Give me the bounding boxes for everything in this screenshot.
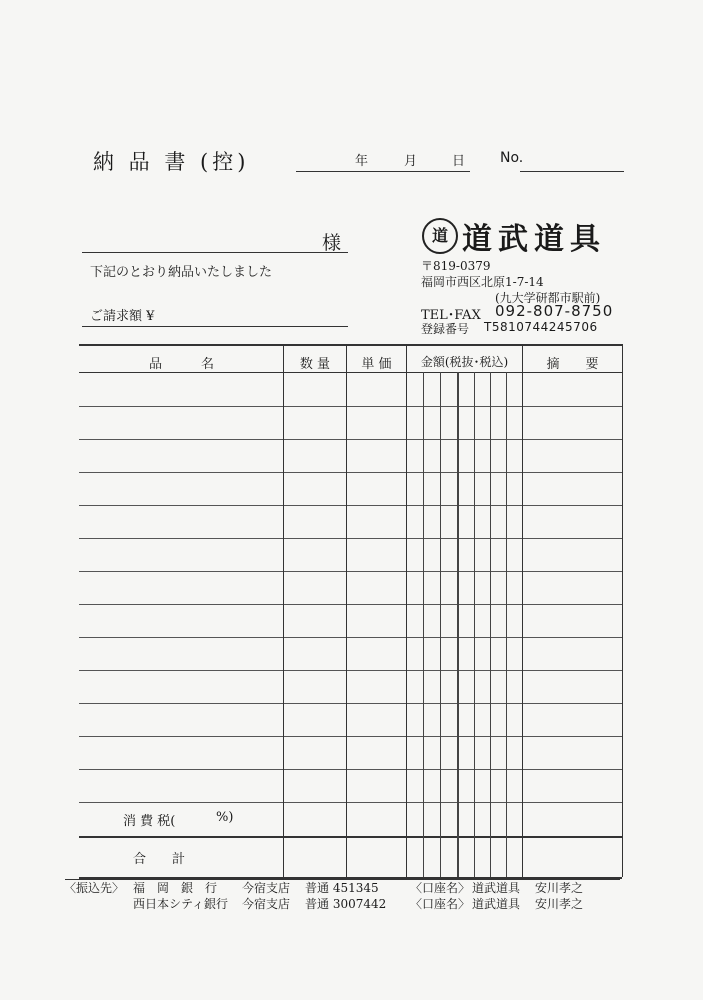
account-holder-label: 〈口座名〉 xyxy=(410,881,471,895)
month-label: 月 xyxy=(404,154,418,169)
table-top-border xyxy=(79,344,622,346)
table-row-line xyxy=(79,637,622,638)
delivery-statement: 下記のとおり納品いたしました xyxy=(90,265,273,280)
billing-amount-label: ご請求額 ¥ xyxy=(90,309,155,324)
amount-digit-divider xyxy=(440,372,441,877)
table-right-border xyxy=(622,344,623,877)
tax-label: 消 費 税( xyxy=(123,814,176,829)
column-divider xyxy=(406,344,407,877)
header-quantity: 数 量 xyxy=(299,357,331,372)
bank-account: 普通 3007442 xyxy=(305,897,387,911)
header-remarks: 摘 要 xyxy=(546,357,599,372)
bank-name: 福 岡 銀 行 xyxy=(133,881,218,895)
amount-digit-divider xyxy=(423,372,424,877)
company-postal-code: 〒819-0379 xyxy=(421,259,491,273)
document-title: 納 品 書 (控) xyxy=(93,150,250,174)
account-person: 安川孝之 xyxy=(535,897,584,911)
table-row-line xyxy=(79,439,622,440)
table-row-line xyxy=(79,406,622,407)
table-row-line xyxy=(79,703,622,704)
customer-honorific: 様 xyxy=(322,232,342,254)
column-divider xyxy=(522,344,523,877)
amount-digit-divider xyxy=(474,372,475,877)
company-address-note: (九大学研都市駅前) xyxy=(495,291,601,305)
company-tel-label: TEL･FAX xyxy=(421,308,481,323)
document-number-underline xyxy=(520,171,624,172)
table-row-line xyxy=(79,505,622,506)
table-row-line xyxy=(79,769,622,770)
bank-branch: 今宿支店 xyxy=(242,881,291,895)
account-person: 安川孝之 xyxy=(535,881,584,895)
date-underline xyxy=(296,171,470,172)
table-row-line xyxy=(79,538,622,539)
company-tel-number: 092-807-8750 xyxy=(495,302,614,320)
bank-label: 〈振込先〉 xyxy=(64,881,125,895)
amount-digit-divider xyxy=(506,372,507,877)
company-address: 福岡市西区北原1-7-14 xyxy=(421,275,544,289)
billing-amount-underline xyxy=(82,326,348,327)
customer-name-underline xyxy=(82,252,348,253)
total-label: 合 計 xyxy=(133,852,186,867)
table-row-line xyxy=(79,571,622,572)
company-name: 道武道具 xyxy=(462,222,606,257)
bank-branch: 今宿支店 xyxy=(242,897,291,911)
header-amount: 金額(税抜･税込) xyxy=(420,355,509,369)
table-row-line xyxy=(79,802,622,803)
registration-number: T5810744245706 xyxy=(484,320,598,334)
day-label: 日 xyxy=(452,154,466,169)
amount-digit-divider xyxy=(457,372,459,877)
bank-name: 西日本シティ銀行 xyxy=(133,897,229,911)
year-label: 年 xyxy=(355,154,369,169)
bank-account: 普通 451345 xyxy=(305,881,379,895)
company-seal-logo: 道 xyxy=(422,218,458,254)
account-holder: 道武道具 xyxy=(472,897,521,911)
table-subtotal-divider xyxy=(79,836,622,838)
document-number-label: No. xyxy=(500,150,524,166)
table-row-line xyxy=(79,670,622,671)
registration-label: 登録番号 xyxy=(421,322,470,336)
account-holder: 道武道具 xyxy=(472,881,521,895)
column-divider xyxy=(346,344,347,877)
table-row-line xyxy=(79,736,622,737)
table-row-line xyxy=(79,472,622,473)
table-row-line xyxy=(79,604,622,605)
header-item: 品 名 xyxy=(148,357,214,372)
header-unit-price: 単 価 xyxy=(361,357,392,372)
table-header-bottom xyxy=(79,372,622,373)
account-holder-label: 〈口座名〉 xyxy=(410,897,471,911)
tax-percent-label: %) xyxy=(216,810,234,825)
amount-digit-divider xyxy=(490,372,491,877)
column-divider xyxy=(283,344,284,877)
